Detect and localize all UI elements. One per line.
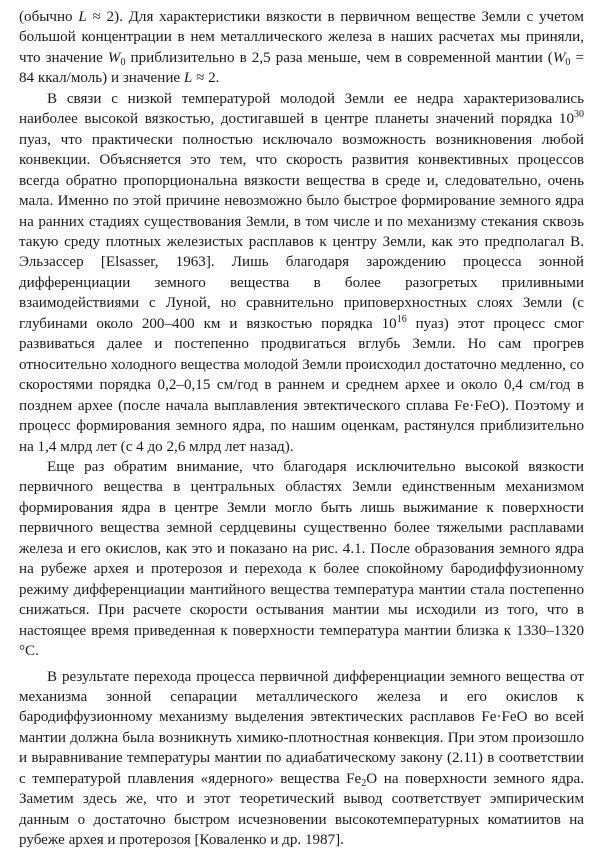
text-run: пуаз) этот процесс смог развиваться далее и постепенно продвигаться вглубь Земли. Но сам прогрев относительно холодного вещества молодой Земли происходил достаточно медленно, со скоростями порядка 0,2–0,15 см/год в раннем и среднем архее и около 0,4 см/год в позднем архее (после начала выплавления эвтектического сплава Fe·FeO). Поэтому и процесс формирования земного ядра, по нашим оценкам, растянулся приблизительно на 1,4 млрд лет (с 4 до 2,6 млрд лет назад). <box>19 315 584 455</box>
subscript: 2 <box>361 777 367 789</box>
text-run: (обычно <box>19 9 79 25</box>
variable-L: L <box>183 70 193 87</box>
text-run: ≈ 2. <box>192 70 220 87</box>
paragraph-convection <box>19 667 584 851</box>
paragraph-core-formation <box>19 89 584 457</box>
text-run: ≈ 2). Для характеристики вязкости в первичном веществе Земли с учетом большой концентрации в нем металлического железа в наших расчетах мы приняли, что значение <box>19 9 584 66</box>
subscript: 0 <box>120 56 126 68</box>
subscript: 0 <box>565 56 571 68</box>
text-run: приблизительно в 2,5 раза меньше, чем в современной мантии ( <box>125 49 553 66</box>
variable-L: L <box>78 9 87 25</box>
variable-W: W <box>107 49 121 66</box>
paragraph-viscosity-parameters <box>19 7 584 89</box>
superscript: 30 <box>574 109 584 121</box>
paragraph-mantle-cooling <box>19 457 584 662</box>
text-run: = 84 ккал/моль) и значение <box>19 49 584 87</box>
text-run: В связи с низкой температурой молодой Земли ее недра характеризовались наиболее высокой вязкостью, достигавшей в центре планеты значений порядка 10 <box>19 90 584 128</box>
superscript: 16 <box>396 313 407 325</box>
text-run: O на поверхности земного ядра. Заметим здесь же, что и этот теоретический вывод соответствует эмпирическим данным о достаточно быстром исчезновении высокотемпературных коматиитов на рубеже архея и протерозоя [Коваленко и др. 1987]. <box>19 770 584 849</box>
text-run: В результате перехода процесса первичной дифференциации земного вещества от механизма зонной сепарации металлического железа и его окислов к бародиффузионному механизму выделения эвтектических расплавов Fe·FeO во всей мантии должна была возникнуть химико-плотностная конвекция. При этом произошло и выравнивание температуры мантии по адиабатическому закону (2.11) в соответствии с температурой плавления «ядерного» вещества Fe <box>19 668 584 787</box>
text-run: пуаз, что практически полностью исключало возможность возникновения любой конвекции. Объясняется это тем, что скорость развития конвективных процессов всегда обратно пропорциональна вязкости вещества в среде и, следовательно, очень мала. Именно по этой причине невозможно было быстрое формирование земного ядра на ранних стадиях существования Земли, в том числе и по механизму стекания сквозь такую среду плотных железистых расплавов к центру Земли, как это предполагал В. Эльзассер [Elsasser, 1963]. Лишь благодаря зарождению процесса зонной дифференциации земного вещества в более разогретых приливными взаимодействиями с Луной, но сравнительно приповерхностных слоях Земли (с глубинами около 200–400 км и вязкостью порядка 10 <box>19 131 584 332</box>
text-run: Еще раз обратим внимание, что благодаря исключительно высокой вязкости первичного вещества в центральных областях Земли единственным механизмом формирования ядра в центре Земли могло быть лишь выжимание к поверхности первичного вещества земной сердцевины существенно более тяжелыми расплавами железа и его окислов, как это и показано на рис. 4.1. После образования земного ядра на рубеже архея и протерозоя и перехода к более спокойному бародиффузионному режиму дифференциации мантийного вещества температура мантии стала постепенно снижаться. При расчете скорости остывания мантии мы исходили из того, что в настоящее время приведенная к поверхности температура мантии близка к 1330–1320 °С. <box>19 458 584 660</box>
document-page <box>19 7 584 851</box>
variable-W: W <box>552 49 566 66</box>
